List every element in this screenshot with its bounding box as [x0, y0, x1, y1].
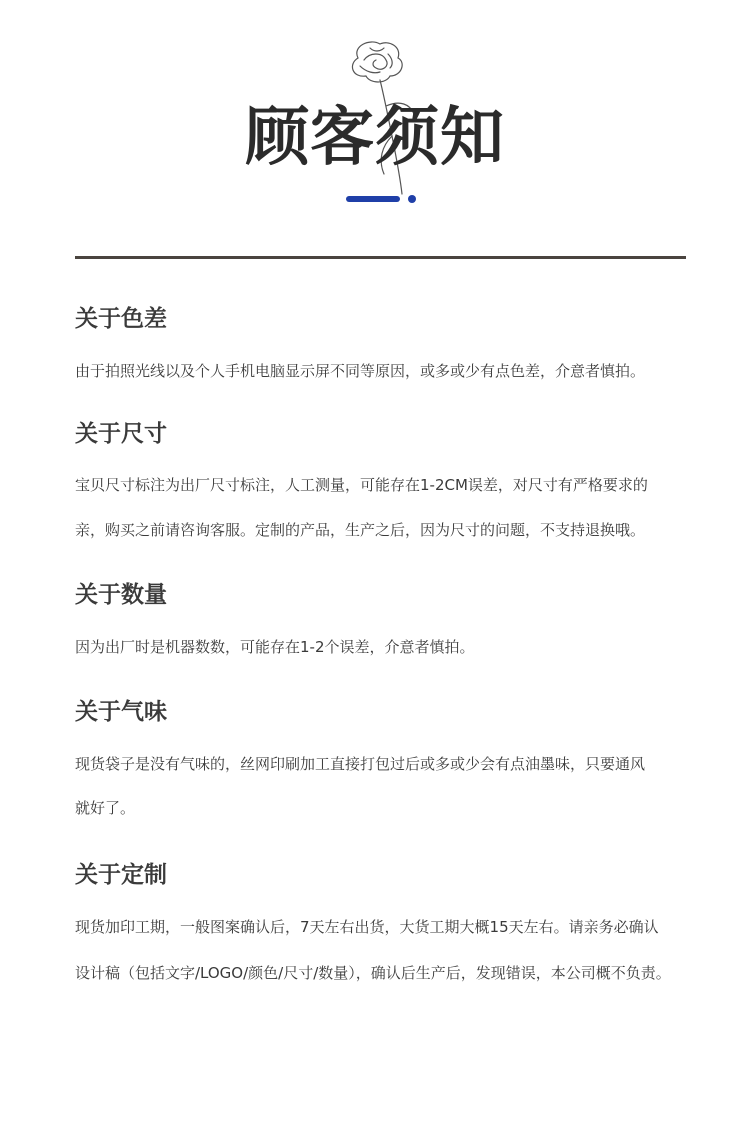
section-title-quantity: 关于数量 — [75, 582, 167, 608]
section-text-smell-line-2: 就好了。 — [75, 799, 136, 817]
section-title-size: 关于尺寸 — [75, 421, 167, 447]
section-title-customization: 关于定制 — [75, 862, 167, 888]
page-header — [0, 0, 750, 230]
header-divider — [75, 256, 686, 259]
section-text-color-difference-line-1: 由于拍照光线以及个人手机电脑显示屏不同等原因，或多或少有点色差，介意者慎拍。 — [75, 362, 646, 380]
section-text-customization-line-1: 现货加印工期，一般图案确认后，7天左右出货，大货工期大概15天左右。请亲务必确认 — [75, 918, 659, 936]
section-text-customization-line-2: 设计稿（包括文字/LOGO/颜色/尺寸/数量），确认后生产后，发现错误，本公司概不负责。 — [75, 964, 671, 982]
section-title-smell: 关于气味 — [75, 699, 167, 725]
page-title: 顾客须知 — [245, 101, 505, 175]
section-text-quantity-line-1: 因为出厂时是机器数数，可能存在1-2个误差，介意者慎拍。 — [75, 638, 475, 656]
title-accent-bar — [346, 196, 400, 202]
section-text-size-line-2: 亲，购买之前请咨询客服。定制的产品，生产之后，因为尺寸的问题，不支持退换哦。 — [75, 521, 646, 539]
section-title-color-difference: 关于色差 — [75, 306, 167, 332]
section-text-smell-line-1: 现货袋子是没有气味的，丝网印刷加工直接打包过后或多或少会有点油墨味，只要通风 — [75, 755, 646, 773]
section-text-size-line-1: 宝贝尺寸标注为出厂尺寸标注，人工测量，可能存在1-2CM误差，对尺寸有严格要求的 — [75, 476, 648, 494]
title-accent-dot — [408, 195, 416, 203]
